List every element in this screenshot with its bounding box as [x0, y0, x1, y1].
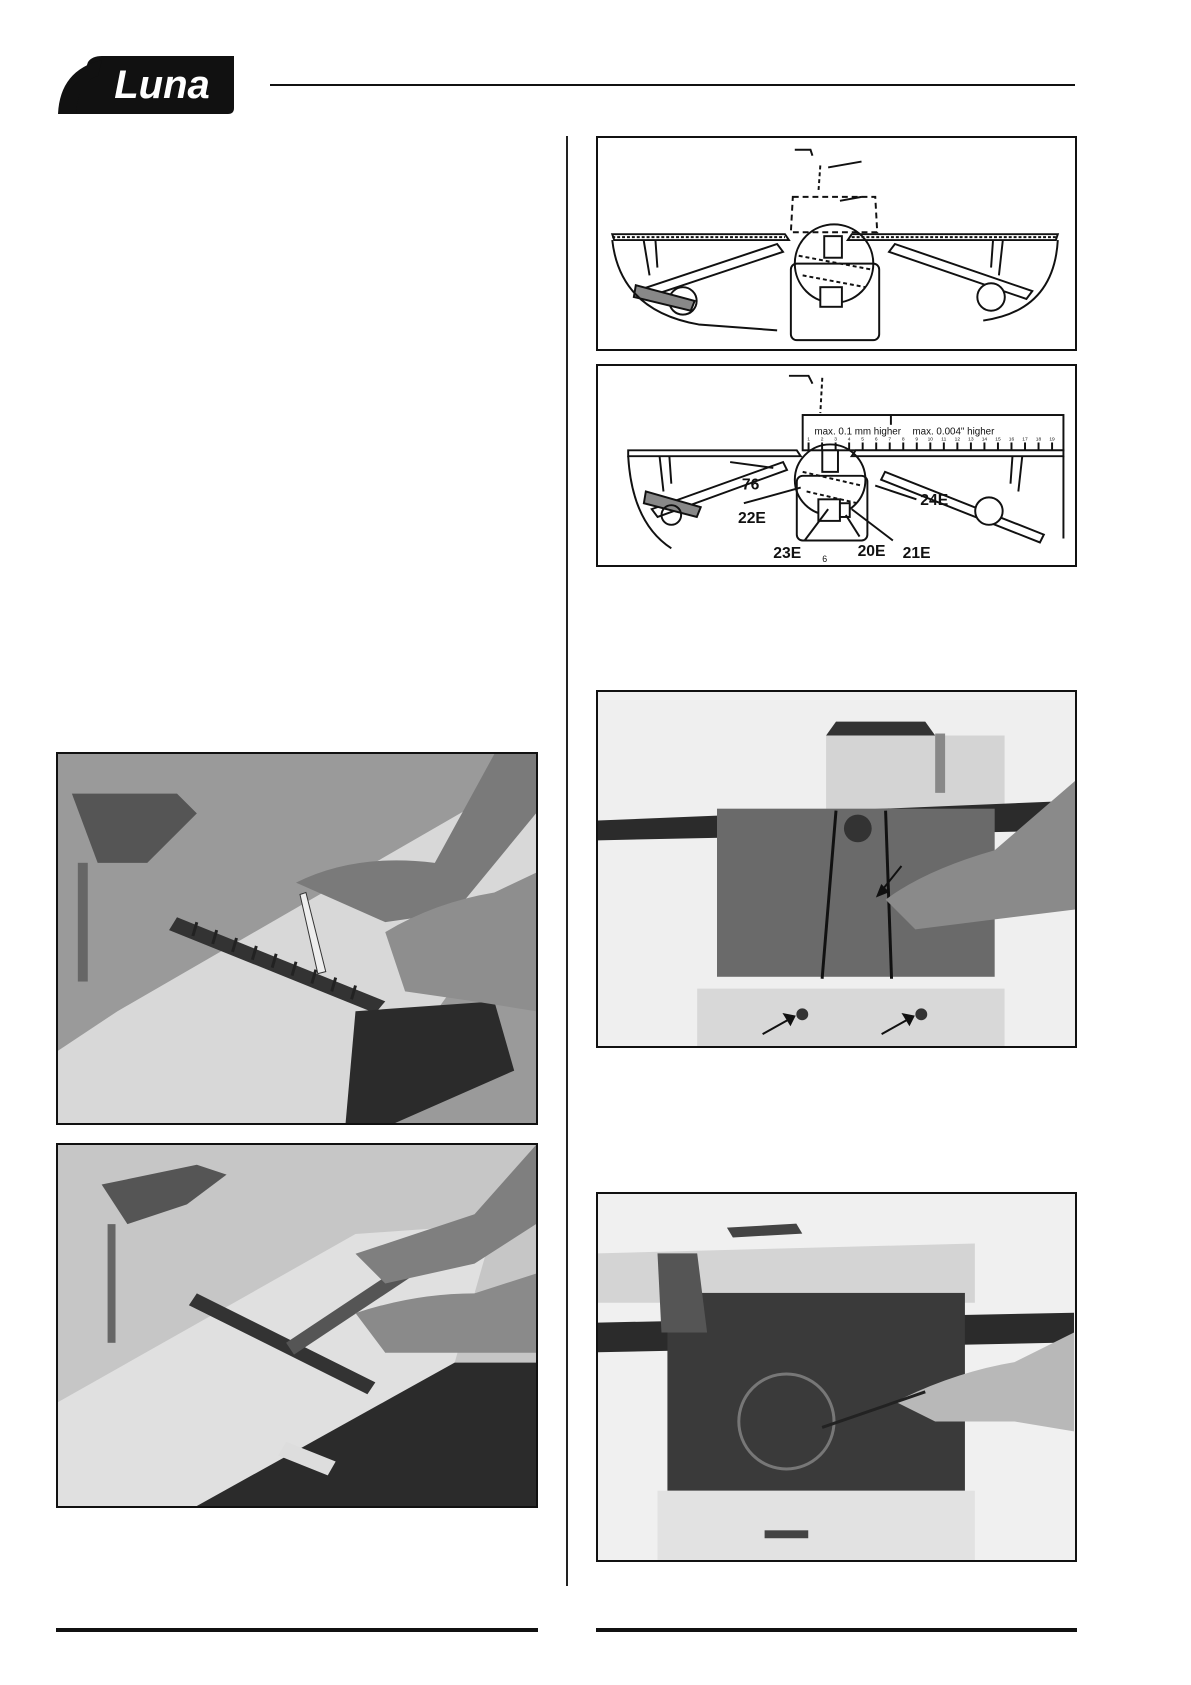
scale-tick-label: 7	[888, 437, 892, 443]
column-divider	[566, 136, 568, 1586]
callout-23e: 23E	[773, 545, 802, 563]
scale-tick-label: 8	[901, 437, 905, 443]
callout-6: 6	[822, 554, 828, 565]
scale-tick-label: 11	[941, 437, 947, 443]
scale-tick-label: 14	[981, 437, 988, 443]
scale-tick-label: 18	[1035, 437, 1042, 443]
scale-tick-label: 3	[834, 437, 837, 443]
scale-label-imperial: max. 0.004" higher	[912, 426, 995, 438]
scale-label-metric: max. 0.1 mm higher	[814, 426, 902, 438]
photo-table-straightedge	[56, 1143, 538, 1508]
footer-rule-left	[56, 1628, 538, 1632]
scale-tick-label: 15	[995, 437, 1001, 443]
scale-tick-label: 5	[861, 437, 865, 443]
photo-cutterblock-side	[596, 690, 1077, 1048]
scale-tick-label: 10	[927, 437, 934, 443]
scale-tick-label: 4	[847, 437, 851, 443]
diagram-knife-height-scale	[596, 364, 1077, 567]
diagram-cutterhead-gauge	[596, 136, 1077, 351]
header-rule	[270, 84, 1075, 86]
photo-machine-front	[596, 1192, 1077, 1562]
callout-22e: 22E	[737, 509, 766, 527]
scale-tick-label: 17	[1022, 437, 1028, 443]
callout-21e: 21E	[902, 545, 931, 563]
footer-rule-right	[596, 1628, 1077, 1632]
scale-tick-label: 9	[915, 437, 919, 443]
luna-logo	[58, 56, 234, 114]
scale-tick-label: 1	[807, 437, 810, 443]
callout-20e: 20E	[857, 543, 886, 561]
scale-tick-label: 19	[1049, 437, 1055, 443]
callout-76: 76	[741, 476, 760, 494]
scale-tick-label: 6	[874, 437, 878, 443]
brand-name: Luna	[114, 63, 210, 107]
scale-tick-label: 16	[1008, 437, 1015, 443]
scale-tick-label: 12	[954, 437, 961, 443]
scale-tick-label: 2	[820, 437, 824, 443]
photo-knife-setting-gauge	[56, 752, 538, 1125]
callout-24e: 24E	[920, 492, 949, 510]
scale-tick-label: 13	[968, 437, 974, 443]
